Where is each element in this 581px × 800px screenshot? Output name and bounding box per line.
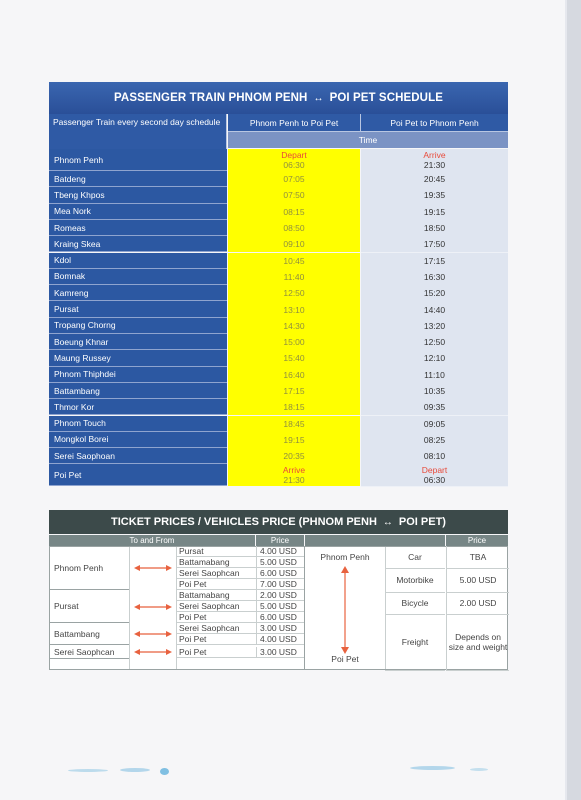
depart-time: 14:30 (283, 320, 305, 331)
arrive-time: 13:20 (423, 320, 446, 331)
destination: Serei Saophcan (176, 568, 256, 579)
arrive-time: 14:40 (423, 304, 446, 315)
vehicle-header-blank (305, 535, 445, 546)
destination: Battamabang (176, 590, 256, 601)
vehicle-price: Depends on size and weight (446, 614, 509, 671)
destination: Poi Pet (176, 579, 256, 590)
schedule-row (49, 383, 508, 399)
vehicle-price: TBA (446, 546, 509, 569)
depart-time: 19:15 (283, 434, 305, 445)
page-edge (567, 0, 581, 800)
arrive-time: 09:05 (423, 418, 446, 429)
horizontal-arrow-icon (134, 630, 172, 638)
depart-label: Arrive (282, 465, 306, 476)
arrive-time: 08:10 (423, 451, 446, 462)
depart-time: 09:10 (283, 239, 305, 250)
schedule-row (49, 285, 508, 301)
arrive-time: 10:35 (423, 386, 446, 397)
page-edge-shadow (565, 0, 567, 800)
depart-time-cell (228, 253, 360, 269)
column-header-pp-to-pp: Phnom Penh to Poi Pet (228, 114, 361, 132)
arrive-time: 12:50 (423, 337, 446, 348)
depart-time: 06:30 (283, 160, 305, 170)
depart-time: 16:40 (283, 369, 305, 380)
double-arrow-icon: ↔ (382, 516, 393, 528)
vehicle-type: Motorbike (385, 568, 445, 593)
arrive-time-cell (361, 367, 508, 384)
depart-time: 15:00 (283, 337, 305, 348)
arrive-time-cell (361, 416, 508, 433)
ticket-price: 3.00 USD (256, 623, 304, 634)
arrive-time: 12:10 (423, 353, 446, 364)
arrive-label: Depart (421, 465, 448, 476)
schedule-row (49, 187, 508, 203)
depart-time-cell (228, 187, 360, 203)
vehicle-route-to: Poi Pet (331, 654, 359, 664)
arrive-time-cell (361, 432, 508, 449)
arrive-time-cell (361, 149, 508, 172)
depart-time-cell (228, 432, 360, 448)
schedule-row (49, 236, 508, 252)
schedule-row (49, 448, 508, 464)
depart-time-cell (228, 149, 360, 171)
vehicle-price-header: Price (446, 535, 508, 546)
depart-label: Depart (281, 150, 307, 160)
arrive-time-cell (361, 383, 508, 400)
station-name: Boeung Khnar (49, 334, 227, 350)
depart-time-cell (228, 464, 360, 486)
station-name: Batdeng (49, 171, 227, 187)
schedule-header-note: Passenger Train every second day schedule (49, 114, 227, 149)
arrive-time-cell (361, 253, 508, 270)
arrive-time-cell (361, 334, 508, 351)
schedule-row (49, 432, 508, 448)
depart-time-cell (228, 171, 360, 187)
arrive-label: Arrive (423, 150, 446, 160)
column-header-pp-to-phnom-penh: Poi Pet to Phnom Penh (361, 114, 508, 132)
depart-time: 08:15 (283, 206, 305, 217)
vertical-arrow-icon (340, 566, 350, 654)
station-name: Serei Saophoan (49, 448, 227, 464)
depart-time-cell (228, 383, 360, 399)
arrive-time-cell (361, 187, 508, 204)
depart-time-cell (228, 301, 360, 317)
time-header: Time (228, 132, 508, 148)
arrive-time: 15:20 (423, 288, 446, 299)
schedule-row (49, 301, 508, 317)
arrive-time: 09:35 (423, 402, 446, 413)
depart-time-cell (228, 269, 360, 285)
station-name: Pursat (49, 301, 227, 317)
station-name: Maung Russey (49, 350, 227, 366)
station-name: Kraing Skea (49, 236, 227, 252)
depart-time: 15:40 (283, 353, 305, 364)
station-name: Bomnak (49, 269, 227, 285)
origin-station: Serei Saophcan (49, 645, 129, 659)
depart-time-cell (228, 204, 360, 220)
depart-time: 11:40 (283, 271, 305, 282)
station-name: Mongkol Borei (49, 432, 227, 448)
depart-time: 08:50 (283, 223, 305, 234)
to-and-from-header: To and From (49, 535, 255, 546)
origin-station: Battambang (49, 623, 129, 645)
schedule-row (49, 204, 508, 220)
arrive-time-cell (361, 399, 508, 416)
depart-time: 18:15 (283, 402, 305, 413)
destination: Pursat (176, 546, 256, 557)
ticket-price: 6.00 USD (256, 612, 304, 623)
station-name: Phnom Thiphdei (49, 367, 227, 383)
station-name: Tbeng Khpos (49, 187, 227, 203)
schedule-row (49, 367, 508, 383)
arrive-time: 19:15 (423, 206, 446, 217)
prices-body (49, 546, 508, 670)
horizontal-arrow-icon (134, 603, 172, 611)
depart-time-cell (228, 236, 360, 252)
arrive-time-cell (361, 448, 508, 465)
vehicle-type: Car (385, 546, 445, 569)
schedule-title-left: PASSENGER TRAIN PHNOM PENH (114, 92, 308, 104)
arrive-time: 20:45 (423, 174, 446, 185)
arrive-time: 06:30 (423, 475, 446, 486)
arrive-time-cell (361, 269, 508, 286)
depart-time: 12:50 (283, 288, 305, 299)
ticket-price: 7.00 USD (256, 579, 304, 590)
horizontal-arrow-icon (134, 564, 172, 572)
arrive-time-cell (361, 301, 508, 318)
vehicle-route (305, 546, 385, 670)
ticket-price: 4.00 USD (256, 546, 304, 557)
depart-time: 20:35 (283, 451, 305, 462)
depart-time: 13:10 (283, 304, 305, 315)
schedule-row (49, 149, 508, 171)
schedule-row (49, 416, 508, 432)
train-schedule-table (49, 82, 508, 488)
arrive-time-cell (361, 285, 508, 302)
price-header: Price (256, 535, 304, 546)
station-name: Phnom Touch (49, 416, 227, 432)
ticket-price: 3.00 USD (256, 647, 304, 658)
depart-time-cell (228, 416, 360, 432)
ticket-price: 2.00 USD (256, 590, 304, 601)
vehicle-type: Bicycle (385, 592, 445, 615)
vehicle-price: 5.00 USD (446, 568, 509, 593)
schedule-row (49, 269, 508, 285)
ticket-price: 5.00 USD (256, 557, 304, 568)
arrive-time-cell (361, 318, 508, 335)
depart-time: 18:45 (283, 418, 305, 429)
origin-station: Pursat (49, 590, 129, 623)
station-name: Poi Pet (49, 464, 227, 486)
schedule-row (49, 318, 508, 334)
vehicle-price: 2.00 USD (446, 592, 509, 615)
arrive-time: 17:50 (423, 239, 446, 250)
depart-time: 10:45 (283, 255, 305, 266)
station-name: Phnom Penh (49, 149, 227, 171)
arrive-time-cell (361, 350, 508, 367)
ticket-price: 6.00 USD (256, 568, 304, 579)
vehicle-route-from: Phnom Penh (320, 552, 370, 562)
destination: Poi Pet (176, 647, 256, 658)
destination: Serei Saophcan (176, 601, 256, 612)
destination: Serei Saophcan (176, 623, 256, 634)
prices-title (49, 510, 508, 534)
station-name: Battambang (49, 383, 227, 399)
station-name: Mea Nork (49, 204, 227, 220)
ticket-price: 4.00 USD (256, 634, 304, 645)
station-name: Tropang Chorng (49, 318, 227, 334)
arrive-time: 17:15 (423, 255, 446, 266)
arrive-time: 11:10 (424, 369, 445, 380)
depart-time: 07:50 (283, 190, 305, 201)
depart-time: 21:30 (283, 475, 305, 486)
arrive-time: 08:25 (423, 434, 446, 445)
schedule-row (49, 253, 508, 269)
origin-station: Phnom Penh (49, 546, 129, 590)
depart-time-cell (228, 350, 360, 366)
arrive-time-cell (361, 236, 508, 253)
depart-time: 07:05 (283, 174, 305, 185)
arrive-time-cell (361, 464, 508, 487)
schedule-title-right: POI PET SCHEDULE (329, 92, 443, 104)
schedule-row (49, 464, 508, 486)
depart-time-cell (228, 220, 360, 236)
prices-title-right: POI PET) (398, 516, 446, 528)
station-name: Thmor Kor (49, 399, 227, 415)
station-name: Kdol (49, 253, 227, 269)
arrive-time: 16:30 (423, 271, 446, 282)
depart-time-cell (228, 367, 360, 383)
vehicle-type: Freight (385, 614, 445, 671)
depart-time-cell (228, 399, 360, 415)
horizontal-arrow-icon (134, 648, 172, 656)
arrive-time-cell (361, 204, 508, 221)
arrive-time: 19:35 (423, 190, 446, 201)
schedule-row (49, 171, 508, 187)
schedule-title (49, 82, 508, 114)
depart-time: 17:15 (283, 386, 305, 397)
arrive-time-cell (361, 220, 508, 237)
arrive-time: 21:30 (423, 160, 446, 170)
depart-time-cell (228, 285, 360, 301)
depart-time-cell (228, 318, 360, 334)
destination: Battamabang (176, 557, 256, 568)
prices-title-left: TICKET PRICES / VEHICLES PRICE (PHNOM PENH (111, 516, 377, 528)
schedule-row (49, 350, 508, 366)
destination: Poi Pet (176, 612, 256, 623)
ticket-price: 5.00 USD (256, 601, 304, 612)
schedule-row (49, 399, 508, 415)
double-arrow-icon: ↔ (313, 92, 324, 104)
depart-time-cell (228, 334, 360, 350)
schedule-row (49, 334, 508, 350)
station-name: Kamreng (49, 285, 227, 301)
arrive-time: 18:50 (423, 223, 446, 234)
ticket-prices-table (49, 510, 508, 670)
destination: Poi Pet (176, 634, 256, 645)
arrive-time-cell (361, 171, 508, 188)
station-name: Romeas (49, 220, 227, 236)
schedule-row (49, 220, 508, 236)
depart-time-cell (228, 448, 360, 464)
